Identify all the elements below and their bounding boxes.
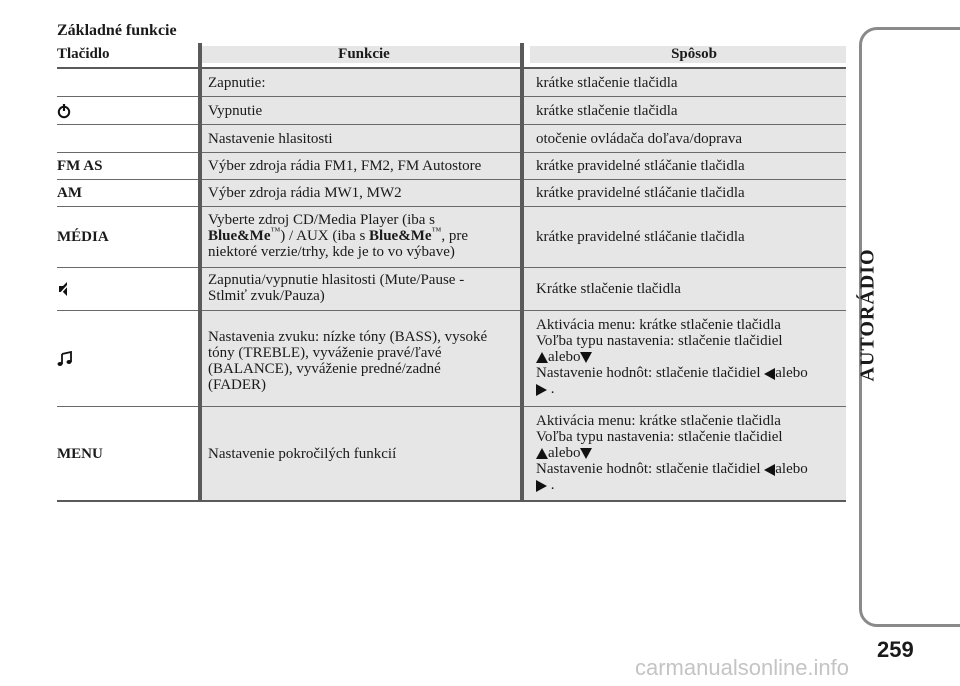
method-cell: krátke pravidelné stláčanie tlačidla [524,153,846,179]
method-cell: Krátke stlačenie tlačidla [524,268,846,310]
chapter-tab-label: AUTORÁDIO [856,248,879,382]
table-row [57,180,846,207]
section-title: Základné funkcie [57,22,177,39]
mute-icon [57,281,71,297]
arrow-down-icon [580,352,592,363]
arrow-right-icon [536,480,547,492]
function-cell: Výber zdroja rádia FM1, FM2, FM Autostore [202,153,520,179]
header-method: Spôsob [530,46,846,63]
column-divider [520,43,524,501]
button-label: MENU [57,445,103,462]
table-row [57,407,846,502]
table-row [57,97,846,125]
button-label: AM [57,185,82,201]
button-label: FM AS [57,158,103,174]
page-number: 259 [877,637,914,662]
function-cell: Nastavenia zvuku: nízke tóny (BASS), vysoké tóny (TREBLE), vyváženie pravé/ľavé (BALANCE), vyváženie predné/zadné (FADER) [202,311,520,406]
function-cell: Zapnutia/vypnutie hlasitosti (Mute/Pause - Stlmiť zvuk/Pauza) [202,268,520,310]
function-cell: Výber zdroja rádia MW1, MW2 [202,180,520,206]
method-cell: Aktivácia menu: krátke stlačenie tlačidla Voľba typu nastavenia: stlačenie tlačidiel alebo Nastavenie hodnôt: stlačenie tlačidiel alebo . [524,407,846,500]
function-cell: Nastavenie pokročilých funkcií [202,407,520,500]
method-cell: krátke pravidelné stláčanie tlačidla [524,207,846,267]
watermark: carmanualsonline.info [635,655,850,680]
method-cell: krátke pravidelné stláčanie tlačidla [524,180,846,206]
arrow-left-icon [764,464,775,476]
header-function: Funkcie [200,46,522,63]
arrow-left-icon [764,368,775,380]
method-cell: krátke stlačenie tlačidla [524,69,846,96]
function-cell: Nastavenie hlasitosti [202,125,520,152]
table-row [57,207,846,268]
button-label: MÉDIA [57,229,109,245]
header-button: Tlačidlo [57,46,110,62]
method-cell: otočenie ovládača doľava/doprava [524,125,846,152]
function-cell: Zapnutie: [202,69,520,96]
table-row [57,268,846,311]
table-row [57,125,846,153]
method-cell: Aktivácia menu: krátke stlačenie tlačidla Voľba typu nastavenia: stlačenie tlačidiel alebo Nastavenie hodnôt: stlačenie tlačidiel alebo . [524,311,846,406]
function-cell: Vyberte zdroj CD/Media Player (iba s Blue&Me™) / AUX (iba s Blue&Me™, pre niektoré verzie/trhy, kde je to vo výbave) [202,207,520,267]
arrow-right-icon [536,384,547,396]
power-icon [57,103,71,119]
column-divider [198,43,202,501]
arrow-down-icon [580,448,592,459]
table-row [57,69,846,97]
method-cell: krátke stlačenie tlačidla [524,97,846,124]
arrow-up-icon [536,352,548,363]
music-note-icon [57,351,73,367]
function-cell: Vypnutie [202,97,520,124]
table-row [57,311,846,407]
table-row [57,153,846,180]
arrow-up-icon [536,448,548,459]
